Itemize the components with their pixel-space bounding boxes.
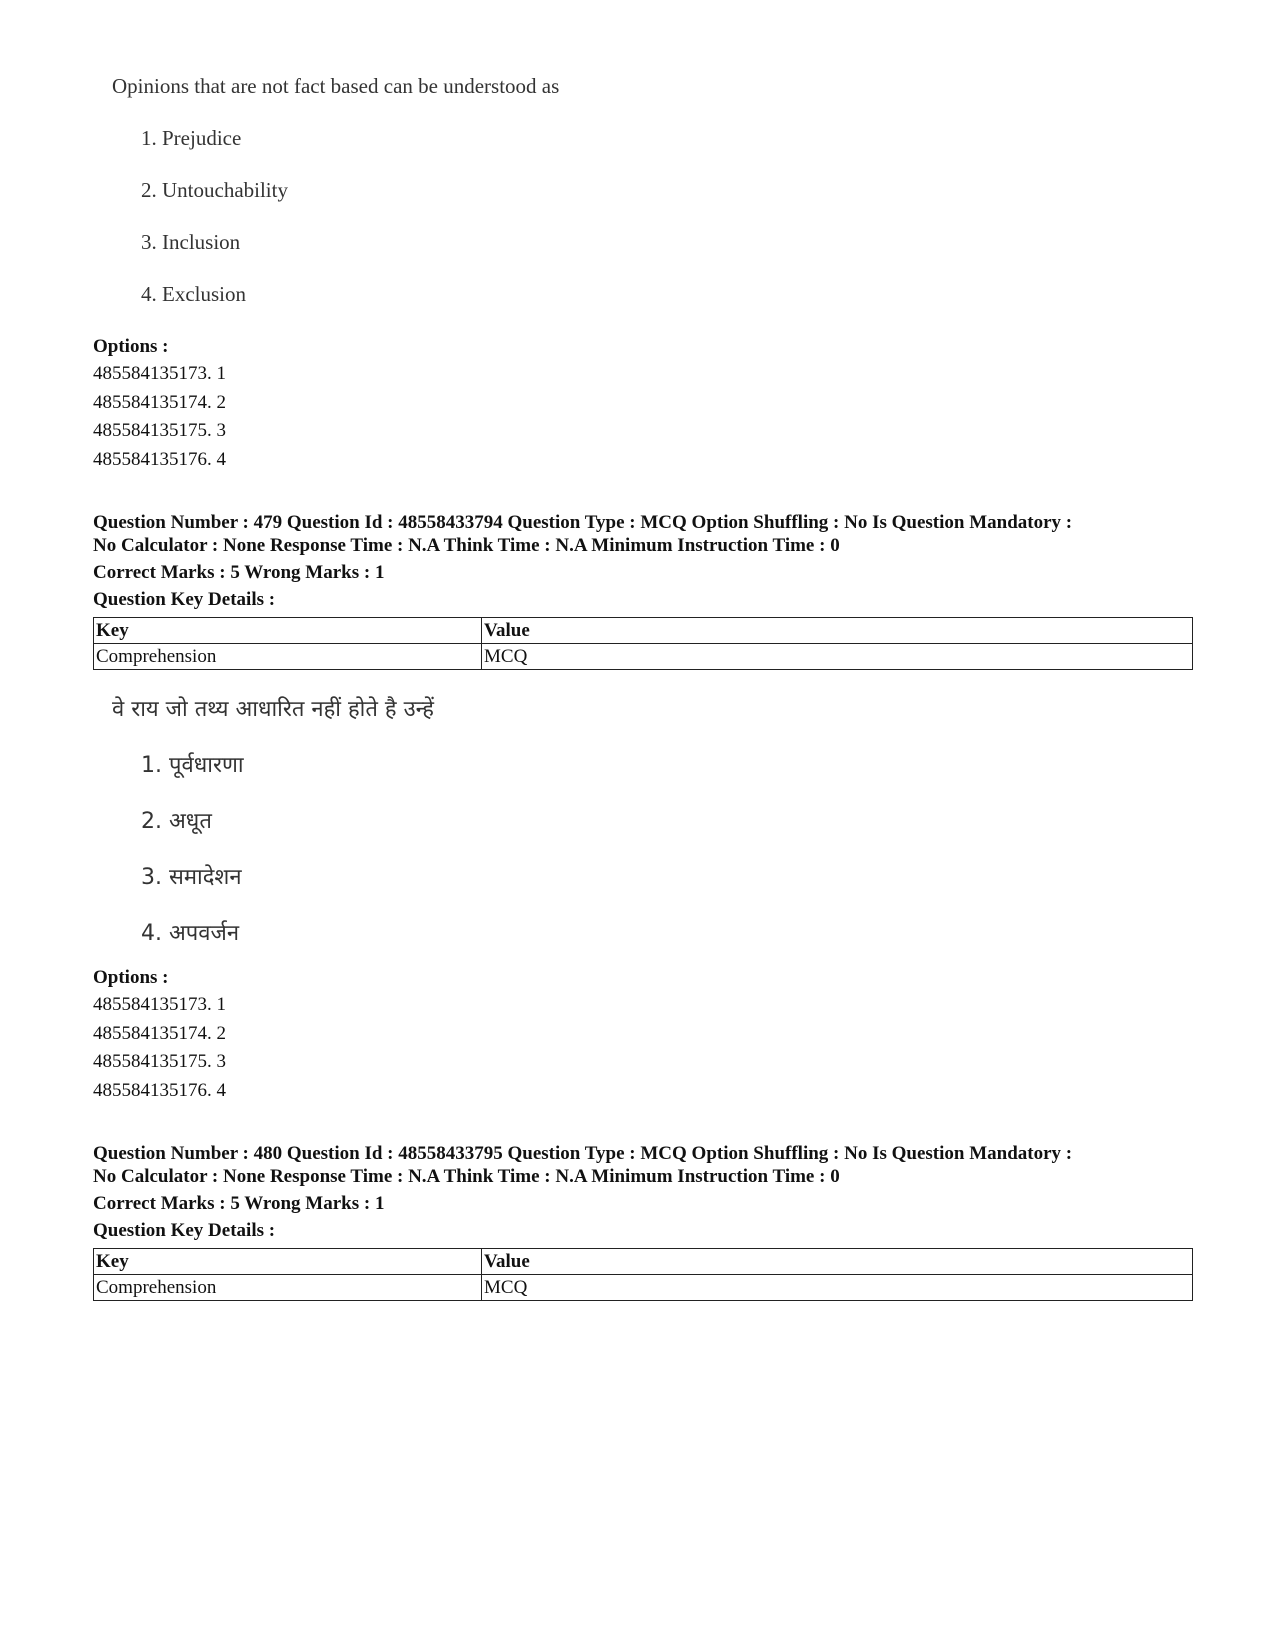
table-header-value: Value bbox=[482, 1249, 1193, 1275]
option-item: 485584135173. 1 bbox=[93, 363, 226, 384]
table-header-key: Key bbox=[94, 618, 482, 644]
table-row bbox=[94, 644, 1193, 670]
question-stem: Opinions that are not fact based can be understood as bbox=[112, 74, 560, 98]
key-details-table bbox=[93, 617, 1193, 670]
option-item: 485584135174. 2 bbox=[93, 1022, 226, 1044]
table-cell-value: MCQ bbox=[482, 1275, 1193, 1301]
marks-line: Correct Marks : 5 Wrong Marks : 1 bbox=[93, 562, 385, 583]
table-header-value: Value bbox=[482, 618, 1193, 644]
options-label: Options : bbox=[93, 336, 169, 357]
question-meta-line: Question Number : 480 Question Id : 48558433795 Question Type : MCQ Option Shuffling : No Is Question Mandatory : bbox=[93, 1143, 1073, 1164]
question-option: 2. अधूत bbox=[141, 809, 212, 834]
question-meta-line: Question Number : 479 Question Id : 48558433794 Question Type : MCQ Option Shuffling : No Is Question Mandatory : bbox=[93, 512, 1073, 533]
question-option: 3. समादेशन bbox=[141, 865, 242, 890]
table-cell-value: MCQ bbox=[482, 644, 1193, 670]
option-item: 485584135175. 3 bbox=[93, 420, 226, 441]
question-stem: वे राय जो तथ्य आधारित नहीं होते है उन्हें bbox=[112, 697, 434, 722]
option-item: 485584135174. 2 bbox=[93, 391, 226, 413]
option-item: 485584135176. 4 bbox=[93, 448, 226, 470]
options-label: Options : bbox=[93, 967, 169, 988]
table-header-key: Key bbox=[94, 1249, 482, 1275]
option-item: 485584135173. 1 bbox=[93, 994, 226, 1015]
question-meta-line: No Calculator : None Response Time : N.A Think Time : N.A Minimum Instruction Time : 0 bbox=[93, 535, 840, 556]
table-cell-key: Comprehension bbox=[94, 644, 482, 670]
option-item: 485584135176. 4 bbox=[93, 1079, 226, 1101]
table-header-row bbox=[94, 1249, 1193, 1275]
key-details-table bbox=[93, 1248, 1193, 1301]
option-item: 485584135175. 3 bbox=[93, 1051, 226, 1072]
question-option: 4. Exclusion bbox=[141, 282, 246, 306]
table-header-row bbox=[94, 618, 1193, 644]
question-meta-line: No Calculator : None Response Time : N.A Think Time : N.A Minimum Instruction Time : 0 bbox=[93, 1166, 840, 1187]
question-option: 2. Untouchability bbox=[141, 178, 288, 202]
table-row bbox=[94, 1275, 1193, 1301]
table-cell-key: Comprehension bbox=[94, 1275, 482, 1301]
marks-line: Correct Marks : 5 Wrong Marks : 1 bbox=[93, 1193, 385, 1214]
question-option: 1. पूर्वधारणा bbox=[141, 753, 244, 778]
key-details-label: Question Key Details : bbox=[93, 589, 276, 610]
options-list bbox=[93, 991, 226, 1105]
question-option: 1. Prejudice bbox=[141, 126, 242, 150]
question-image-english bbox=[112, 72, 559, 308]
question-option: 3. Inclusion bbox=[141, 230, 241, 254]
question-option: 4. अपवर्जन bbox=[141, 921, 240, 946]
key-details-label: Question Key Details : bbox=[93, 1220, 276, 1241]
question-image-hindi bbox=[112, 696, 434, 948]
options-list bbox=[93, 360, 226, 474]
